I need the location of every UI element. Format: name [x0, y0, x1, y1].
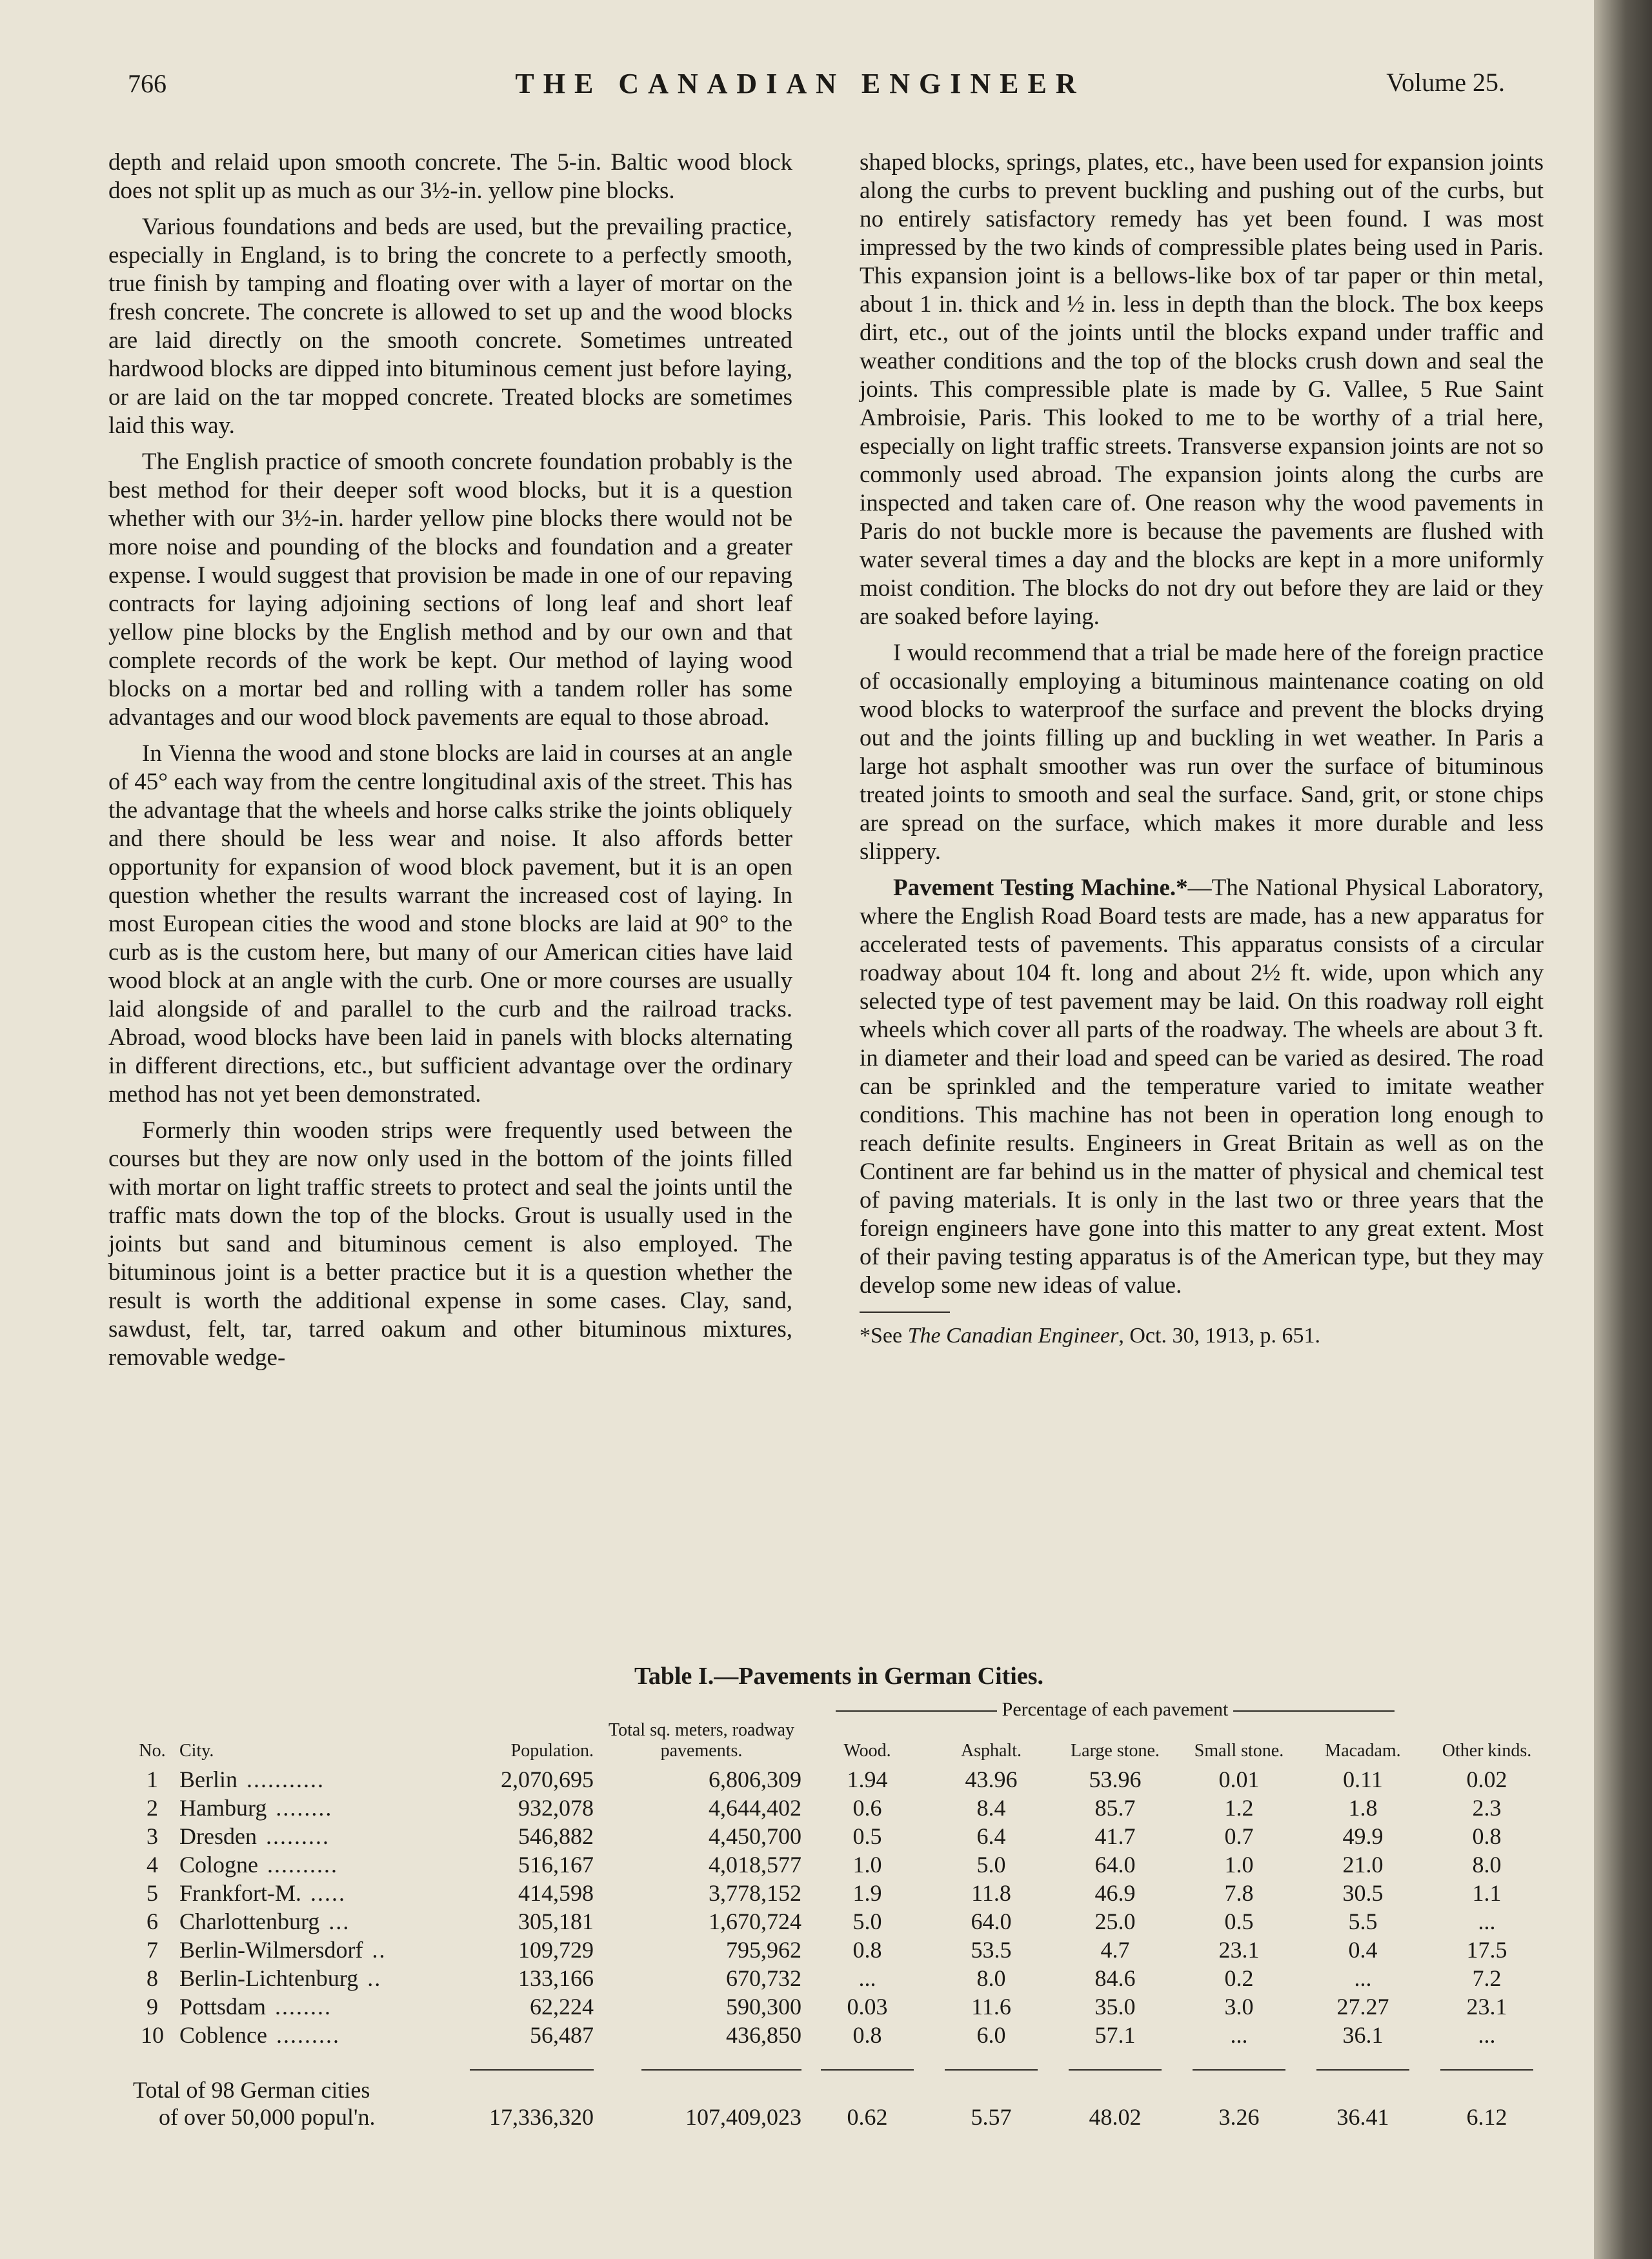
cell-city: Charlottenburg ...	[179, 1909, 350, 1934]
pavement-table-section	[129, 1662, 1549, 2131]
total-population: 17,336,320	[489, 2104, 594, 2130]
cell-wood: 0.5	[852, 1823, 882, 1849]
cell-population: 546,882	[518, 1823, 594, 1849]
cell-wood: 1.9	[852, 1880, 882, 1906]
paragraph: depth and relaid upon smooth concrete. The 5-in. Baltic wood block does not split up as much as our 3½-in. yellow pine blocks.	[108, 149, 792, 204]
cell-macadam: 27.27	[1336, 1994, 1389, 2020]
cell-asphalt: 8.0	[976, 1965, 1006, 1991]
binding-gutter	[1594, 0, 1652, 2259]
cell-city: Frankfort-M. .....	[179, 1880, 346, 1906]
cell-city: Hamburg ........	[179, 1795, 333, 1821]
cell-large: 35.0	[1094, 1994, 1136, 2020]
cell-other: 1.1	[1472, 1880, 1502, 1906]
cell-small: 7.8	[1224, 1880, 1254, 1906]
paragraph: In Vienna the wood and stone blocks are laid in courses at an angle of 45° each way from the centre longitudinal axis of the street. This has the advantage that the wheels and horse calks strike the joints obliquely and there should be less wear and noise. It also affords better opportunity for expansion of wood block pavement, but it is an open question whether the results warrant the increased cost of laying. In most European cities the wood and stone blocks are laid at 90° to the curb as is the custom here, but many of our American cities have laid wood block at an angle with the curb. One or more courses are usually laid alongside of and parallel to the curb and the railroad tracks. Abroad, wood blocks have been laid in panels with blocks alternating in different directions, etc., but sufficient advantage over the ordinary method has not yet been demonstrated.	[108, 740, 792, 1108]
cell-area: 4,018,577	[709, 1852, 801, 1878]
table-row	[129, 1907, 1549, 1936]
section-lead: Pavement Testing Machine.*	[893, 875, 1188, 901]
cell-other: 2.3	[1472, 1795, 1502, 1821]
cell-large: 57.1	[1094, 2022, 1136, 2048]
cell-wood: 0.8	[852, 1937, 882, 1963]
table-row	[129, 1794, 1549, 1822]
header-other: Other kinds.	[1442, 1741, 1532, 1761]
header-population: Population.	[510, 1741, 594, 1761]
cell-no: 5	[146, 1880, 158, 1906]
cell-city: Berlin ...........	[179, 1767, 325, 1792]
cell-no: 6	[146, 1909, 158, 1934]
cell-other: 17.5	[1466, 1937, 1507, 1963]
page-number: 766	[128, 69, 166, 98]
table-body	[129, 1765, 1549, 2049]
cell-no: 4	[146, 1852, 158, 1878]
paragraph: Various foundations and beds are used, but the prevailing practice, especially in England, is to bring the concrete to a perfectly smooth, true finish by tamping and floating over with a layer of mortar on the fresh concrete. The concrete is allowed to set up and the wood blocks are laid directly on the smooth concrete. Sometimes untreated hardwood blocks are dipped into bituminous cement just before laying, or are laid on the tar mopped concrete. Treated blocks are sometimes laid this way.	[108, 214, 792, 439]
header-small-stone: Small stone.	[1194, 1741, 1284, 1761]
cell-no: 9	[146, 1994, 158, 2020]
table-row	[129, 1879, 1549, 1907]
cell-large: 46.9	[1094, 1880, 1136, 1906]
cell-city: Dresden .........	[179, 1823, 330, 1849]
cell-large: 85.7	[1094, 1795, 1136, 1821]
right-column	[860, 148, 1544, 1358]
cell-population: 109,729	[518, 1937, 594, 1963]
paragraph	[860, 874, 1544, 1300]
cell-asphalt: 11.8	[971, 1880, 1011, 1906]
cell-no: 2	[146, 1795, 158, 1821]
cell-asphalt: 6.4	[976, 1823, 1006, 1849]
cell-macadam: 21.0	[1342, 1852, 1384, 1878]
cell-small: 23.1	[1218, 1937, 1260, 1963]
cell-macadam: 49.9	[1342, 1823, 1384, 1849]
cell-macadam: 5.5	[1348, 1909, 1378, 1934]
cell-asphalt: 11.6	[971, 1994, 1011, 2020]
cell-asphalt: 53.5	[971, 1937, 1012, 1963]
cell-area: 6,806,309	[709, 1767, 801, 1792]
cell-area: 4,450,700	[709, 1823, 801, 1849]
header-macadam: Macadam.	[1325, 1741, 1401, 1761]
cell-wood: 5.0	[852, 1909, 882, 1934]
cell-area: 4,644,402	[709, 1795, 801, 1821]
cell-macadam: 30.5	[1342, 1880, 1384, 1906]
cell-wood: 0.8	[852, 2022, 882, 2048]
cell-other: 0.8	[1472, 1823, 1502, 1849]
table-header-row	[129, 1720, 1549, 1765]
cell-macadam: 36.1	[1342, 2022, 1384, 2048]
cell-small: 3.0	[1224, 1994, 1254, 2020]
cell-macadam: ...	[1354, 1965, 1372, 1991]
total-area: 107,409,023	[685, 2104, 801, 2130]
cell-large: 53.96	[1089, 1767, 1142, 1792]
cell-wood: ...	[858, 1965, 876, 1991]
header-asphalt: Asphalt.	[960, 1741, 1022, 1761]
cell-population: 932,078	[518, 1795, 594, 1821]
table-title: Table I.—Pavements in German Cities.	[634, 1663, 1043, 1690]
cell-no: 7	[146, 1937, 158, 1963]
cell-small: ...	[1230, 2022, 1248, 2048]
cell-area: 1,670,724	[709, 1909, 801, 1934]
total-large-stone: 48.02	[1089, 2104, 1142, 2130]
cell-wood: 1.94	[847, 1767, 888, 1792]
cell-area: 3,778,152	[709, 1880, 801, 1906]
total-macadam: 36.41	[1336, 2104, 1389, 2130]
cell-macadam: 1.8	[1348, 1795, 1378, 1821]
table-row	[129, 1992, 1549, 2021]
cell-small: 0.2	[1224, 1965, 1254, 1991]
left-column	[108, 148, 792, 1380]
cell-other: 23.1	[1466, 1994, 1507, 2020]
table-row	[129, 1964, 1549, 1992]
total-label: Total of 98 German cities of over 50,000 popul'n.	[133, 2077, 376, 2130]
cell-small: 0.7	[1224, 1823, 1254, 1849]
percentage-group-header: Percentage of each pavement	[805, 1699, 1425, 1720]
cell-small: 1.2	[1224, 1795, 1254, 1821]
cell-population: 2,070,695	[501, 1767, 594, 1792]
table-row	[129, 2021, 1549, 2049]
table-row	[129, 1822, 1549, 1850]
cell-large: 41.7	[1094, 1823, 1136, 1849]
cell-large: 84.6	[1094, 1965, 1136, 1991]
cell-city: Berlin-Lichtenburg ..	[179, 1965, 382, 1991]
cell-other: 8.0	[1472, 1852, 1502, 1878]
table-row	[129, 1850, 1549, 1879]
cell-no: 3	[146, 1823, 158, 1849]
cell-wood: 0.6	[852, 1795, 882, 1821]
cell-wood: 0.03	[847, 1994, 888, 2020]
cell-area: 795,962	[726, 1937, 801, 1963]
footnote-divider	[860, 1312, 950, 1313]
cell-population: 56,487	[530, 2022, 594, 2048]
cell-macadam: 0.4	[1348, 1937, 1378, 1963]
cell-other: 0.02	[1466, 1767, 1507, 1792]
cell-small: 1.0	[1224, 1852, 1254, 1878]
cell-no: 10	[141, 2022, 164, 2048]
cell-population: 305,181	[518, 1909, 594, 1934]
page-header	[0, 58, 1600, 116]
cell-population: 62,224	[530, 1994, 594, 2020]
cell-large: 64.0	[1094, 1852, 1136, 1878]
header-city: City.	[179, 1741, 214, 1761]
header-area: Total sq. meters, roadway pavements.	[608, 1720, 795, 1761]
table-row	[129, 1765, 1549, 1794]
cell-asphalt: 5.0	[976, 1852, 1006, 1878]
cell-area: 590,300	[726, 1994, 801, 2020]
cell-macadam: 0.11	[1343, 1767, 1383, 1792]
paragraph: Formerly thin wooden strips were frequently used between the courses but they are now only used in the bottom of the joints filled with mortar on light traffic streets to protect and seal the joints until the traffic mats down the top of the blocks. Grout is usually used in the joints but sand and bituminous cement is also employed. The bituminous joint is a better practice but it is a question whether the result is worth the additional expense in some cases. Clay, sand, sawdust, felt, tar, tarred oakum and other bituminous mixtures, removable wedge-	[108, 1117, 792, 1371]
total-asphalt: 5.57	[971, 2104, 1012, 2130]
cell-population: 414,598	[518, 1880, 594, 1906]
volume-label: Volume 25.	[1386, 68, 1505, 97]
header-large-stone: Large stone.	[1071, 1741, 1160, 1761]
cell-city: Berlin-Wilmersdorf ..	[179, 1937, 387, 1963]
cell-large: 25.0	[1094, 1909, 1136, 1934]
total-wood: 0.62	[847, 2104, 888, 2130]
section-body: —The National Physical Laboratory, where the English Road Board tests are made, has a new apparatus for accelerated tests of pavements. This apparatus consists of a circular roadway about 104 ft. long and about 2½ ft. wide, upon which any selected type of test pavement may be laid. On this roadway roll eight wheels which cover all parts of the roadway. The wheels are about 3 ft. in diameter and their load and speed can be varied as desired. The road can be sprinkled and the temperature varied to imitate weather conditions. This machine has not been in operation long enough to reach definite results. Engineers in Great Britain as well as on the Continent are far behind us in the matter of physical and chemical test of paving materials. It is only in the last two or three years that the foreign engineers have gone into this matter to any great extent. Most of their paving testing apparatus is of the American type, but they may develop some new ideas of value.	[860, 875, 1544, 1299]
cell-area: 436,850	[726, 2022, 801, 2048]
cell-population: 516,167	[518, 1852, 594, 1878]
cell-no: 1	[146, 1767, 158, 1792]
cell-other: 7.2	[1472, 1965, 1502, 1991]
footnote: *See The Canadian Engineer, Oct. 30, 1913, p. 651.	[860, 1324, 1320, 1348]
cell-population: 133,166	[518, 1965, 594, 1991]
total-small-stone: 3.26	[1218, 2104, 1260, 2130]
cell-asphalt: 64.0	[971, 1909, 1012, 1934]
cell-large: 4.7	[1100, 1937, 1130, 1963]
cell-area: 670,732	[726, 1965, 801, 1991]
cell-small: 0.5	[1224, 1909, 1254, 1934]
total-other: 6.12	[1466, 2104, 1507, 2130]
cell-asphalt: 6.0	[976, 2022, 1006, 2048]
cell-asphalt: 8.4	[976, 1795, 1006, 1821]
paragraph: I would recommend that a trial be made here of the foreign practice of occasionally employing a bituminous maintenance coating on old wood blocks to waterproof the surface and prevent the blocks drying out and the joints filling up and buckling in wet weather. In Paris a large hot asphalt smoother was run over the surface of bituminous treated joints to smooth and seal the surface. Sand, grit, or stone chips are spread on the surface, which makes it more durable and less slippery.	[860, 640, 1544, 865]
cell-other: ...	[1478, 2022, 1496, 2048]
header-no: No.	[139, 1741, 166, 1761]
footnote-journal: The Canadian Engineer	[907, 1324, 1119, 1348]
cell-city: Pottsdam ........	[179, 1994, 332, 2020]
total-rule-row	[129, 2049, 1549, 2076]
cell-small: 0.01	[1218, 1767, 1260, 1792]
cell-no: 8	[146, 1965, 158, 1991]
cell-asphalt: 43.96	[965, 1767, 1018, 1792]
paragraph: shaped blocks, springs, plates, etc., have been used for expansion joints along the curbs to prevent buckling and pushing out of the curbs, but no entirely satisfactory remedy has yet been found. I was most impressed by the two kinds of compressible plates being used in Paris. This expansion joint is a bellows-like box of tar paper or thin metal, about 1 in. thick and ½ in. less in depth than the block. The box keeps dirt, etc., out of the joints until the blocks expand under traffic and weather conditions and the top of the blocks crush down and seal the joints. This compressible plate is made by G. Vallee, 5 Rue Saint Ambroisie, Paris. This looked to me to be worthy of a trial here, especially on light traffic streets. Transverse expansion joints are not so commonly used abroad. The expansion joints along the curbs are inspected and taken care of. One reason why the wood pavements in Paris do not buckle more is because the pavements are flushed with water several times a day and the blocks are kept in a more uniformly moist condition. The blocks do not dry out before they are laid or they are soaked before laying.	[860, 149, 1544, 630]
paragraph: The English practice of smooth concrete foundation probably is the best method for their deeper soft wood blocks, but it is a question whether with our 3½-in. harder yellow pine blocks there would not be more noise and pounding of the blocks and foundation and a greater expense. I would suggest that provision be made in one of our repaving contracts for laying adjoining sections of long leaf and short leaf yellow pine blocks by the English method and by our own and that complete records of the work be kept. Our method of laying wood blocks on a mortar bed and rolling with a tandem roller has some advantages and our wood block pavements are equal to those abroad.	[108, 449, 792, 731]
table-row	[129, 1936, 1549, 1964]
cell-other: ...	[1478, 1909, 1496, 1934]
journal-title: THE CANADIAN ENGINEER	[515, 68, 1085, 99]
pavement-table	[129, 1699, 1549, 2131]
cell-wood: 1.0	[852, 1852, 882, 1878]
header-wood: Wood.	[843, 1741, 891, 1761]
total-row	[129, 2076, 1549, 2131]
cell-city: Cologne ..........	[179, 1852, 338, 1878]
cell-city: Coblence .........	[179, 2022, 340, 2048]
